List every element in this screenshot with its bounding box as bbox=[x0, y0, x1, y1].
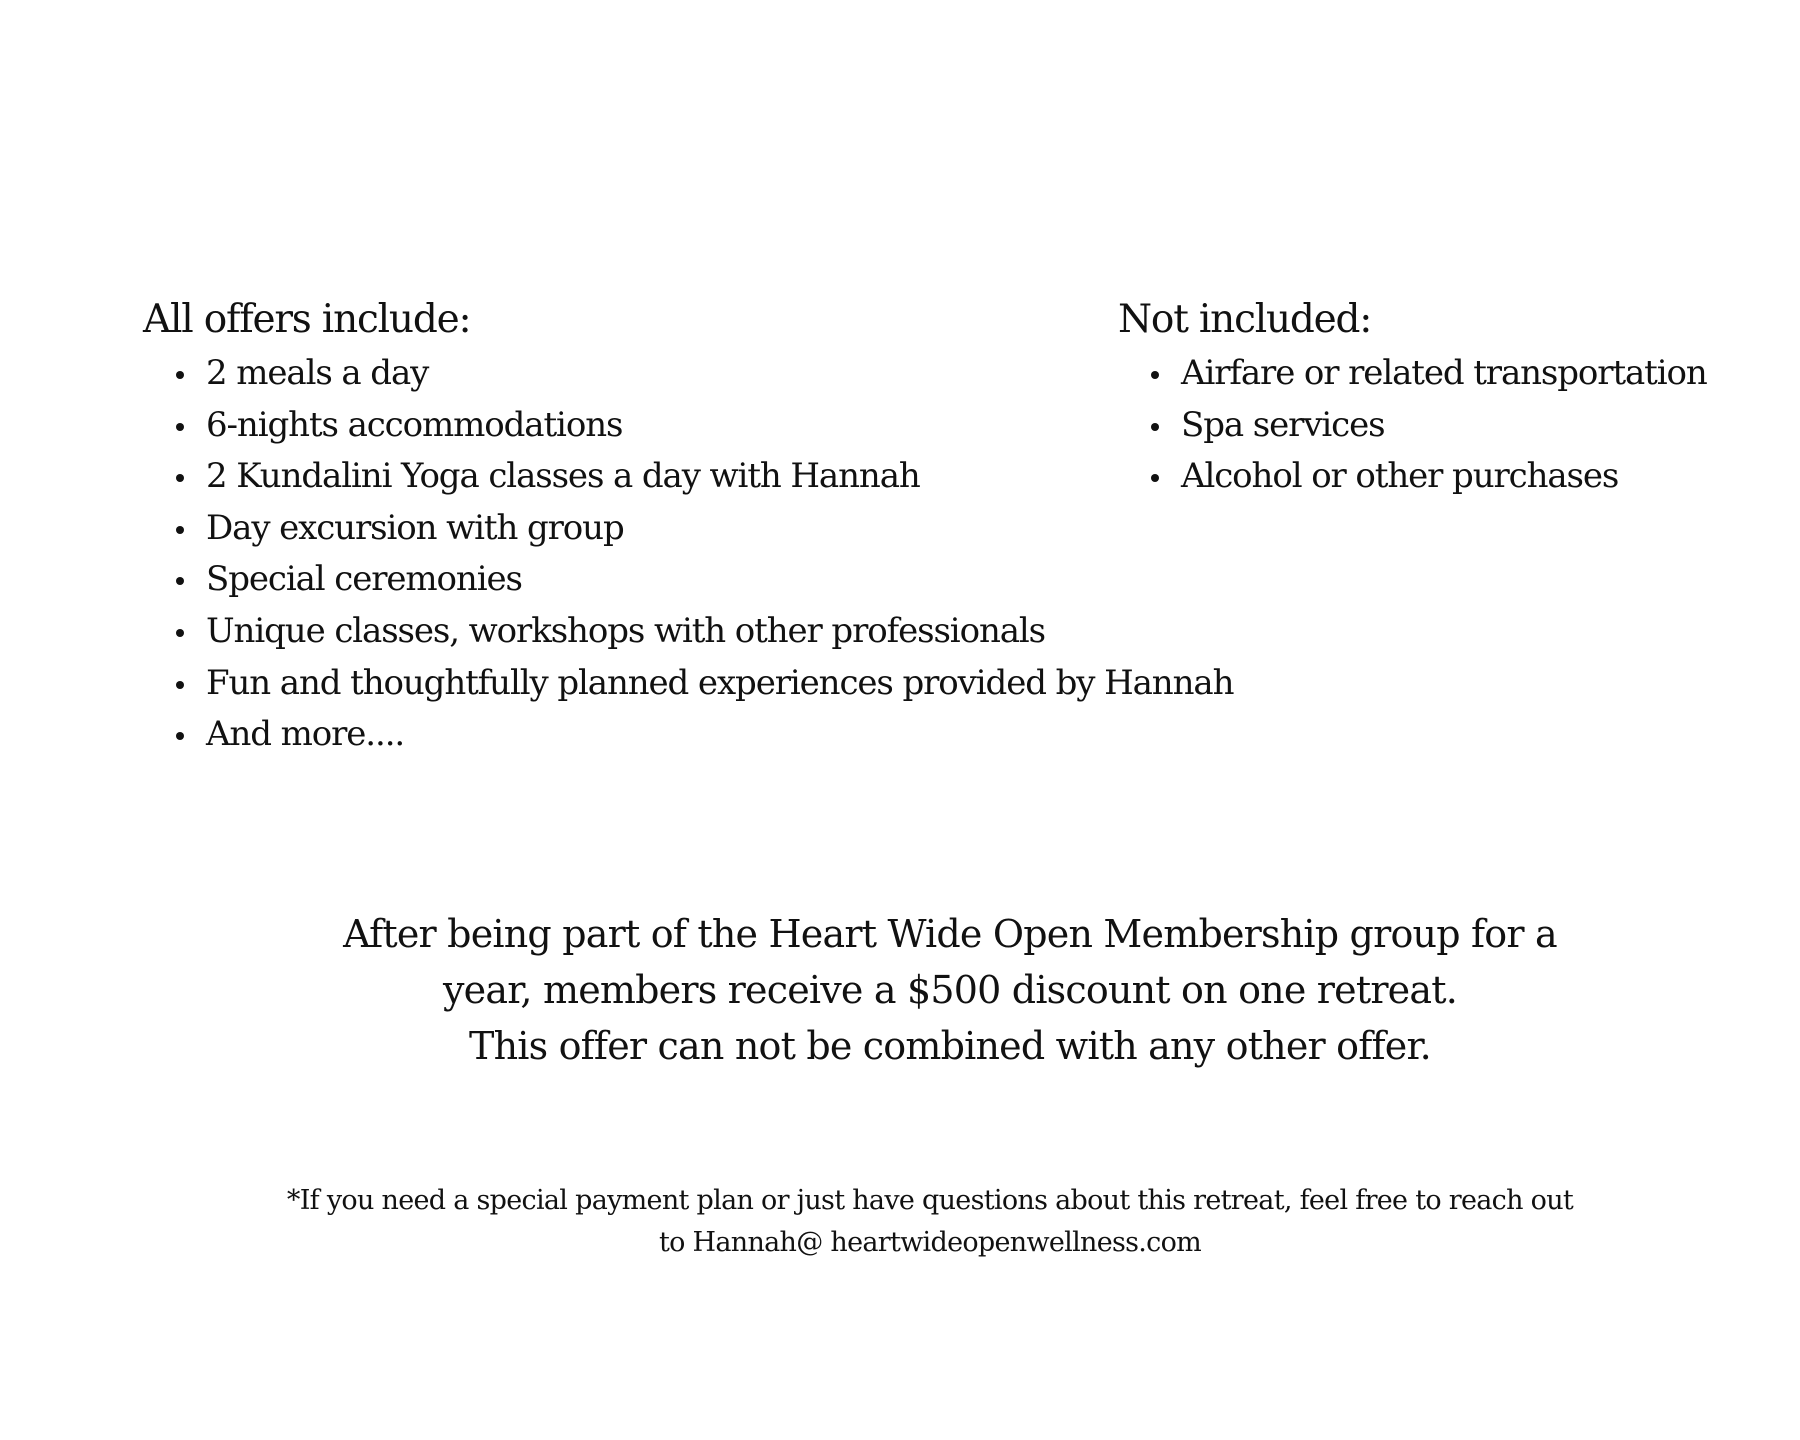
list-item bbox=[143, 400, 1203, 452]
bullet-icon bbox=[176, 526, 184, 534]
list-item-text: Spa services bbox=[1181, 404, 1385, 445]
list-item bbox=[1118, 451, 1758, 503]
bullet-icon bbox=[176, 371, 184, 379]
bullet-icon bbox=[176, 577, 184, 585]
list-item bbox=[1118, 348, 1758, 400]
list-item-text: Unique classes, workshops with other professionals bbox=[206, 610, 1046, 651]
excluded-section bbox=[1118, 296, 1758, 503]
list-item bbox=[143, 709, 1203, 761]
list-item bbox=[1118, 400, 1758, 452]
bullet-icon bbox=[176, 423, 184, 431]
list-item-text: 2 meals a day bbox=[206, 353, 429, 393]
list-item-text: 2 Kundalini Yoga classes a day with Hannah bbox=[206, 456, 920, 497]
list-item bbox=[143, 451, 1203, 503]
bullet-icon bbox=[176, 732, 184, 740]
included-heading: All offers include: bbox=[143, 297, 471, 342]
list-item-text: Fun and thoughtfully planned experiences provided by Hannah bbox=[206, 662, 1234, 703]
bullet-icon bbox=[176, 629, 184, 637]
list-item bbox=[143, 348, 1203, 400]
list-item-text: Airfare or related transportation bbox=[1181, 353, 1707, 393]
bullet-icon bbox=[176, 474, 184, 482]
discount-line-1: After being part of the Heart Wide Open Membership group for a bbox=[343, 912, 1557, 956]
excluded-heading: Not included: bbox=[1118, 297, 1372, 342]
bullet-icon bbox=[1151, 474, 1159, 482]
list-item-text: And more.... bbox=[206, 714, 405, 755]
list-item-text: Special ceremonies bbox=[206, 559, 522, 600]
excluded-list bbox=[1118, 348, 1758, 503]
payment-plan-footnote bbox=[200, 1180, 1660, 1264]
included-list bbox=[143, 348, 1234, 761]
included-section bbox=[143, 296, 1234, 761]
footnote-line-2: to Hannah@ heartwideopenwellness.com bbox=[658, 1227, 1202, 1258]
list-item bbox=[143, 503, 1203, 555]
bullet-icon bbox=[176, 681, 184, 689]
discount-line-2: year, members receive a $500 discount on one retreat. bbox=[443, 968, 1457, 1012]
bullet-icon bbox=[1151, 371, 1159, 379]
list-item bbox=[143, 658, 1234, 710]
discount-line-3: This offer can not be combined with any other offer. bbox=[469, 1024, 1431, 1068]
list-item bbox=[143, 606, 1203, 658]
list-item-text: 6-nights accommodations bbox=[206, 404, 623, 445]
list-item-text: Alcohol or other purchases bbox=[1181, 456, 1619, 497]
list-item bbox=[143, 554, 1203, 606]
bullet-icon bbox=[1151, 423, 1159, 431]
footnote-line-1: *If you need a special payment plan or just have questions about this retreat, feel free to reach out bbox=[286, 1185, 1574, 1216]
list-item-text: Day excursion with group bbox=[206, 507, 624, 548]
membership-discount-note bbox=[300, 906, 1600, 1074]
